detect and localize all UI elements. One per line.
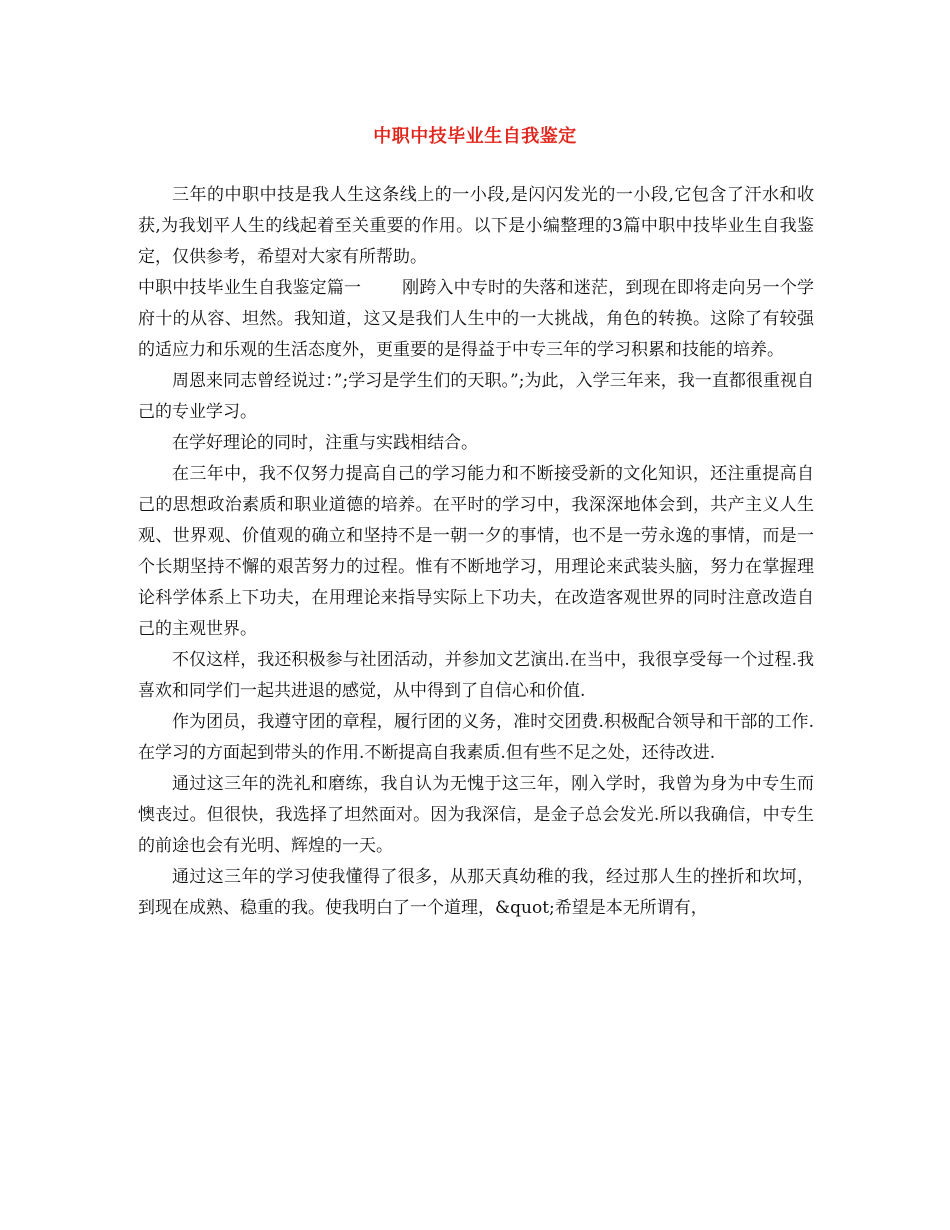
body-paragraph: 通过这三年的学习使我懂得了很多，从那天真幼稚的我，经过那人生的挫折和坎坷，到现在成熟、稳重的我。使我明白了一个道理，&quot;希望是本无所谓有， — [138, 867, 814, 918]
document-title: 中职中技毕业生自我鉴定 — [373, 126, 577, 147]
section-first-paragraph — [138, 273, 814, 366]
body-paragraph: 作为团员，我遵守团的章程，履行团的义务，准时交团费.积极配合领导和干部的工作.在学习的方面起到带头的作用.不断提高自我素质.但有些不足之处，还待改进. — [138, 712, 814, 763]
section-heading: 中职中技毕业生自我鉴定篇一 — [138, 278, 362, 298]
document-body — [138, 180, 814, 924]
section-first-text: 刚跨入中专时的失落和迷茫，到现在即将走向另一个学府十的从容、坦然。我知道，这又是我们人生中的一大挑战，角色的转换。这除了有较强的适应力和乐观的生活态度外，更重要的是得益于中专三年的学习积累和技能的培养。 — [138, 278, 815, 360]
intro-paragraph: 三年的中职中技是我人生这条线上的一小段,是闪闪发光的一小段,它包含了汗水和收获,为我划平人生的线起着至关重要的作用。以下是小编整理的3篇中职中技毕业生自我鉴定，仅供参考，希望对大家有所帮助。 — [138, 185, 814, 267]
body-paragraph: 周恩来同志曾经说过：”;学习是学生们的天职。”;为此，入学三年来，我一直都很重视自己的专业学习。 — [138, 371, 814, 422]
body-paragraph: 不仅这样，我还积极参与社团活动，并参加文艺演出.在当中，我很享受每一个过程.我喜欢和同学们一起共进退的感觉，从中得到了自信心和价值. — [138, 650, 814, 701]
body-paragraph: 在学好理论的同时，注重与实践相结合。 — [172, 433, 478, 453]
body-paragraph: 通过这三年的洗礼和磨练，我自认为无愧于这三年，刚入学时，我曾为身为中专生而懊丧过。但很快，我选择了坦然面对。因为我深信，是金子总会发光.所以我确信，中专生的前途也会有光明、辉煌的一天。 — [138, 774, 814, 856]
body-paragraph: 在三年中，我不仅努力提高自己的学习能力和不断接受新的文化知识，还注重提高自己的思想政治素质和职业道德的培养。在平时的学习中，我深深地体会到，共产主义人生观、世界观、价值观的确立和坚持不是一朝一夕的事情，也不是一劳永逸的事情，而是一个长期坚持不懈的艰苦努力的过程。惟有不断地学习，用理论来武装头脑，努力在掌握理论科学体系上下功夫，在用理论来指导实际上下功夫，在改造客观世界的同时注意改造自己的主观世界。 — [138, 464, 814, 639]
